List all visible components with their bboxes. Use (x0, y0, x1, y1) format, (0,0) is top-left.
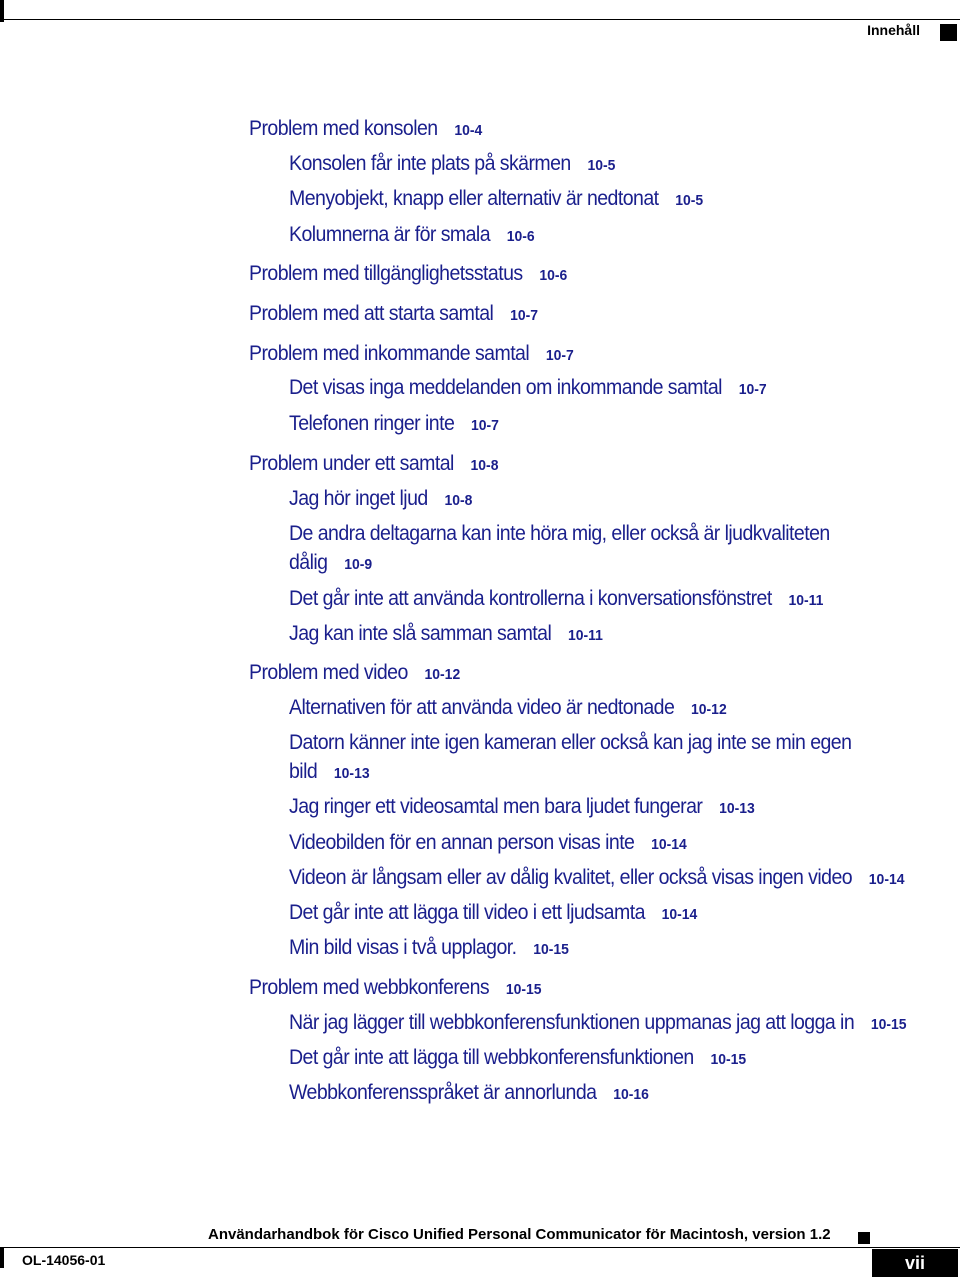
toc-entry-title: Problem med webbkonferens (249, 976, 490, 999)
toc-entry-title: Menyobjekt, knapp eller alternativ är nedtonat (289, 187, 659, 210)
toc-entry-title: Jag kan inte slå samman samtal (289, 622, 552, 645)
toc-entry-title: Datorn känner inte igen kameran eller också kan jag inte se min egen bild (289, 731, 852, 783)
toc-entry-title: Problem med konsolen (249, 117, 438, 140)
toc-entry-page: 10-14 (661, 906, 698, 923)
toc-entry[interactable] (249, 339, 574, 371)
toc-entry-title: Problem med video (249, 661, 408, 684)
toc-entry[interactable] (289, 184, 703, 216)
toc-entry-page: 10-13 (333, 765, 370, 782)
toc-entry-title: Det går inte att lägga till video i ett ljudsamta (289, 901, 645, 924)
toc-entry-page: 10-11 (788, 592, 824, 609)
toc-entry[interactable] (289, 898, 697, 930)
toc-entry-page: 10-5 (587, 157, 616, 174)
toc-entry[interactable] (249, 259, 567, 291)
header-square-mark (940, 24, 957, 41)
toc-entry[interactable] (289, 728, 884, 788)
toc-entry-page: 10-7 (738, 381, 767, 398)
toc-entry-page: 10-8 (444, 492, 473, 509)
toc-entry-title: Konsolen får inte plats på skärmen (289, 152, 571, 175)
toc-entry-page: 10-11 (567, 627, 603, 644)
toc-entry[interactable] (289, 373, 767, 405)
toc-entry-title: Min bild visas i två upplagor. (289, 936, 517, 959)
footer-square-mark (858, 1232, 870, 1244)
toc-entry-page: 10-13 (719, 800, 755, 817)
toc-entry-page: 10-12 (424, 666, 461, 683)
toc-entry[interactable] (249, 973, 542, 1005)
footer-page-number: vii (872, 1249, 958, 1277)
toc-entry-page: 10-15 (533, 941, 569, 958)
toc-entry-title: Videobilden för en annan person visas inte (289, 831, 635, 854)
toc-entry-title: De andra deltagarna kan inte höra mig, eller också är ljudkvaliteten dålig (289, 522, 830, 574)
toc-entry[interactable] (289, 149, 615, 181)
toc-entry-page: 10-4 (454, 122, 483, 139)
toc-entry-page: 10-15 (505, 981, 542, 998)
toc-entry-title: Kolumnerna är för smala (289, 223, 491, 246)
toc-entry-page: 10-14 (868, 871, 905, 888)
toc-entry-page: 10-9 (344, 556, 373, 573)
toc-entry-page: 10-14 (651, 836, 687, 853)
toc-entry[interactable] (289, 619, 603, 651)
toc-entry-page: 10-5 (675, 192, 704, 209)
toc-entry-page: 10-6 (506, 228, 535, 245)
toc-entry[interactable] (289, 828, 687, 860)
toc-entry-page: 10-15 (870, 1016, 907, 1033)
toc-entry-page: 10-7 (471, 417, 499, 434)
toc-entry-title: Jag hör inget ljud (289, 487, 428, 510)
toc-entry-page: 10-8 (470, 457, 499, 474)
toc-entry-title: Problem med att starta samtal (249, 302, 494, 325)
toc-entry[interactable] (249, 449, 498, 481)
toc-entry[interactable] (289, 519, 884, 579)
toc-entry-page: 10-15 (710, 1051, 747, 1068)
toc-entry-title: Telefonen ringer inte (289, 412, 455, 435)
toc-entry-title: Problem under ett samtal (249, 452, 454, 475)
toc-entry[interactable] (289, 1043, 746, 1075)
toc-entry[interactable] (289, 1078, 649, 1110)
toc-entry-title: Jag ringer ett videosamtal men bara ljudet fungerar (289, 795, 703, 818)
toc-entry-title: Videon är långsam eller av dålig kvalitet, eller också visas ingen video (289, 866, 853, 889)
toc-entry-page: 10-7 (510, 307, 538, 324)
toc-entry[interactable] (289, 584, 823, 616)
footer-title: Användarhandbok för Cisco Unified Personal Communicator för Macintosh, version 1.2 (208, 1226, 831, 1243)
toc-entry-page: 10-7 (545, 347, 574, 364)
header-title: Innehåll (867, 22, 920, 38)
toc-entry[interactable] (249, 299, 538, 331)
toc-entry[interactable] (289, 933, 569, 965)
toc-entry-title: Det går inte att använda kontrollerna i konversationsfönstret (289, 587, 772, 610)
toc-entry-title: Problem med tillgänglighetsstatus (249, 262, 523, 285)
toc-entry[interactable] (249, 658, 460, 690)
toc-entry[interactable] (289, 693, 727, 725)
toc-entry[interactable] (289, 792, 755, 824)
toc-entry[interactable] (289, 484, 472, 516)
toc-entry[interactable] (289, 1008, 907, 1040)
toc-entry-page: 10-6 (539, 267, 568, 284)
footer-doc-number: OL-14056-01 (22, 1252, 106, 1268)
toc-entry-title: Webbkonferensspråket är annorlunda (289, 1081, 597, 1104)
footer-bar-mark (0, 1248, 4, 1268)
header-rule (0, 19, 960, 20)
toc-entry[interactable] (289, 409, 499, 441)
toc-entry-title: Det visas inga meddelanden om inkommande samtal (289, 376, 722, 399)
toc-entry-title: När jag lägger till webbkonferensfunktionen uppmanas jag att logga in (289, 1011, 855, 1034)
toc-entry-title: Det går inte att lägga till webbkonferensfunktionen (289, 1046, 694, 1069)
toc-entry-page: 10-16 (613, 1086, 649, 1103)
footer-rule (0, 1247, 960, 1248)
toc-entry-page: 10-12 (691, 701, 727, 718)
toc-entry-title: Alternativen för att använda video är nedtonade (289, 696, 675, 719)
toc-entry-title: Problem med inkommande samtal (249, 342, 530, 365)
toc-entry[interactable] (289, 863, 904, 895)
toc-entry[interactable] (289, 220, 535, 252)
toc-entry[interactable] (249, 114, 482, 146)
